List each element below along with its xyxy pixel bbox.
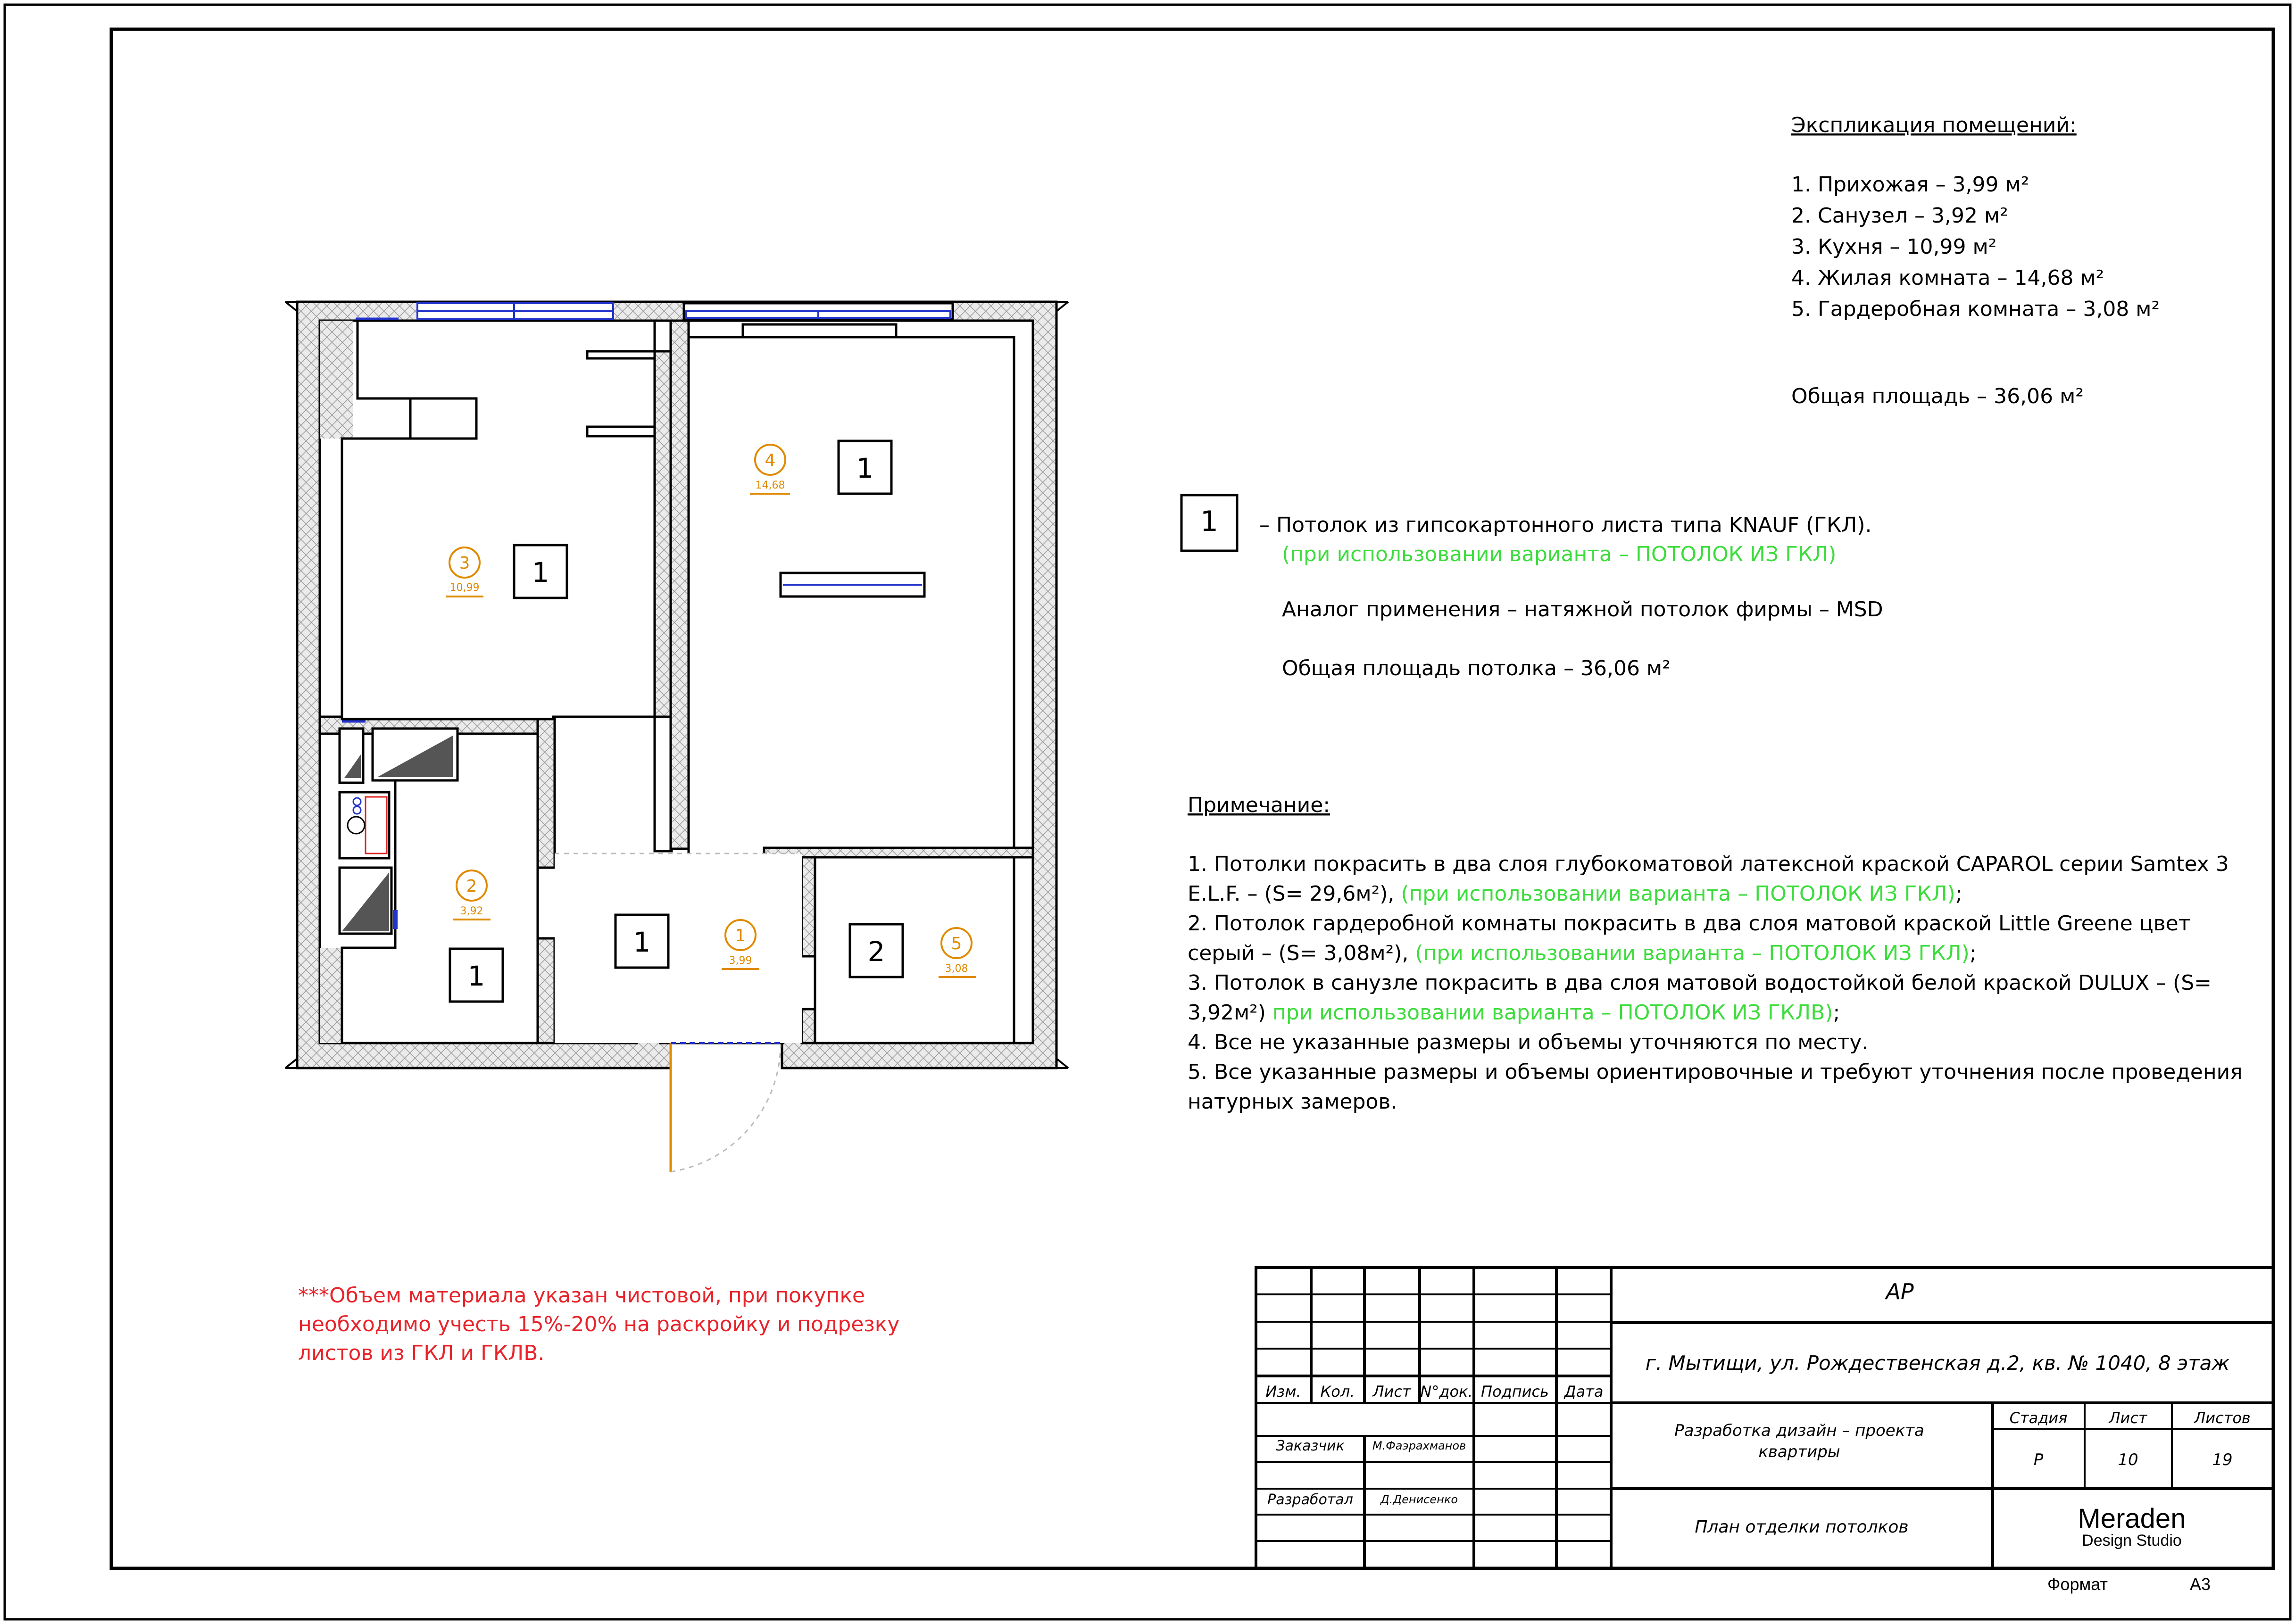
room-living-window-box — [743, 324, 896, 337]
room-hall — [555, 853, 802, 1043]
note-line: 3,92м²) при использовании варианта – ПОТОЛОК ИЗ ГКЛВ); — [1188, 1001, 1840, 1025]
note-line: 3. Потолок в санузле покрасить в два слоя матовой водостойкой белой краской DULUX – (S= — [1188, 971, 2212, 995]
room-tag-area: 3,08 — [945, 963, 968, 975]
tb-developer-label: Разработал — [1267, 1491, 1353, 1508]
room-tag-num: 3 — [459, 554, 470, 573]
wall-hall-wardrobe — [802, 848, 815, 956]
kitchen-column — [410, 398, 476, 439]
wall-bath-hall-low — [538, 938, 555, 1043]
tb-sheets-header: Листов — [2194, 1409, 2251, 1427]
wall-hall-room — [671, 321, 689, 849]
tb-code: АР — [1886, 1279, 1914, 1304]
room-tag-num: 2 — [466, 877, 477, 896]
tb-stage-header: Стадия — [2009, 1409, 2068, 1427]
studio-logo-name: Meraden — [2078, 1503, 2186, 1534]
room-tag-num: 5 — [951, 934, 962, 953]
tb-col-ndok: N°док. — [1420, 1383, 1473, 1400]
ceiling-mark: 1 — [633, 926, 651, 958]
room-tag-area: 3,99 — [729, 955, 752, 967]
tb-developer-name: Д.Денисенко — [1380, 1493, 1458, 1506]
note-line: 5. Все указанные размеры и объемы ориентировочные и требуют уточнения после проведения — [1188, 1060, 2243, 1084]
legend-line2: (при использовании варианта – ПОТОЛОК ИЗ ГКЛ) — [1282, 542, 1837, 566]
studio-logo-sub: Design Studio — [2082, 1532, 2182, 1549]
warning-line: необходимо учесть 15%-20% на раскройку и подрезку — [298, 1312, 900, 1336]
ceiling-mark: 1 — [532, 556, 549, 588]
warning-line: листов из ГКЛ и ГКЛВ. — [298, 1341, 545, 1365]
format-label: Формат — [2047, 1574, 2108, 1594]
warning-line: ***Объем материала указан чистовой, при покупке — [298, 1284, 865, 1308]
tb-project-l2: квартиры — [1758, 1442, 1840, 1461]
tb-sheet-header: Лист — [2109, 1409, 2147, 1427]
ceiling-mark: 1 — [856, 452, 874, 484]
kitchen-niche-top — [320, 321, 353, 439]
room-tag-area: 10,99 — [449, 582, 480, 594]
floor-plan — [285, 302, 1068, 1172]
explication-title: Экспликация помещений: — [1791, 113, 2077, 137]
room-tag-area: 3,92 — [460, 905, 483, 917]
legend-key: 1 — [1200, 505, 1219, 538]
tb-stage-value: Р — [2033, 1450, 2044, 1469]
legend-line4: Общая площадь потолка – 36,06 м² — [1282, 656, 1671, 680]
tb-sheet-value: 10 — [2118, 1450, 2138, 1469]
wall-room-wardrobe — [764, 848, 1033, 857]
tb-col-list: Лист — [1372, 1383, 1411, 1400]
tb-address: г. Мытищи, ул. Рождественская д.2, кв. № 1040, 8 этаж — [1645, 1351, 2230, 1375]
tb-col-data: Дата — [1564, 1383, 1604, 1400]
room-tag-num: 1 — [735, 926, 746, 945]
ceiling-mark: 1 — [467, 960, 485, 992]
explication-room: 2. Санузел – 3,92 м² — [1791, 204, 2008, 228]
explication-room: 3. Кухня – 10,99 м² — [1791, 235, 1997, 259]
room-tag-num: 4 — [765, 451, 776, 470]
note-line: 4. Все не указанные размеры и объемы уточняются по месту. — [1188, 1030, 1869, 1054]
tb-sheets-value: 19 — [2212, 1450, 2233, 1469]
bath-toilet-blue — [393, 910, 398, 929]
explication-room: 5. Гардеробная комната – 3,08 м² — [1791, 297, 2160, 321]
wall-wardrobe-bottom — [802, 1009, 815, 1043]
tb-col-kol: Кол. — [1320, 1383, 1355, 1400]
tb-project-l1: Разработка дизайн – проекта — [1674, 1421, 1924, 1440]
tb-customer-name: М.Фаэрахманов — [1372, 1439, 1466, 1452]
explication-total: Общая площадь – 36,06 м² — [1791, 384, 2084, 408]
ceiling-mark: 2 — [867, 936, 885, 968]
explication-room: 4. Жилая комната – 14,68 м² — [1791, 266, 2104, 290]
note-line: серый – (S= 3,08м²), (при использовании варианта – ПОТОЛОК ИЗ ГКЛ); — [1188, 941, 1977, 965]
tb-customer-label: Заказчик — [1276, 1438, 1345, 1454]
notes-title: Примечание: — [1188, 793, 1330, 817]
entrance-door-swing — [671, 1044, 781, 1172]
tb-col-podpis: Подпись — [1481, 1383, 1549, 1400]
note-line: натурных замеров. — [1188, 1090, 1397, 1114]
wall-bath-hall — [538, 717, 555, 868]
tb-drawing-title: План отделки потолков — [1695, 1517, 1909, 1537]
tb-col-izm: Изм. — [1265, 1383, 1301, 1400]
explication-room: 1. Прихожая – 3,99 м² — [1791, 173, 2029, 197]
format-value: А3 — [2189, 1574, 2211, 1594]
note-line: E.L.F. – (S= 29,6м²), (при использовании варианта – ПОТОЛОК ИЗ ГКЛ); — [1188, 882, 1962, 906]
note-line: 1. Потолки покрасить в два слоя глубокоматовой латексной краской CAPAROL серии Samtex 3 — [1188, 852, 2229, 876]
room-tag-area: 14,68 — [755, 480, 785, 491]
legend-line1: – Потолок из гипсокартонного листа типа KNAUF (ГКЛ). — [1259, 513, 1872, 537]
legend-line3: Аналог применения – натяжной потолок фирмы – MSD — [1282, 597, 1883, 621]
room-wardrobe — [815, 857, 1014, 1043]
note-line: 2. Потолок гардеробной комнаты покрасить в два слоя матовой краской Little Greene цвет — [1188, 911, 2191, 936]
